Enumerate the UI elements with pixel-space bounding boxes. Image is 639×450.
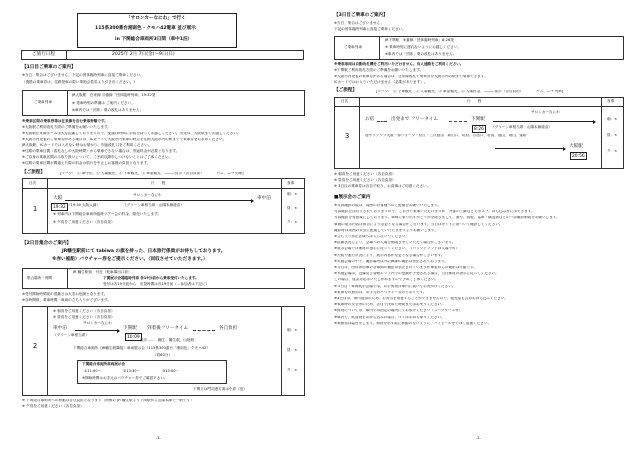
exhibit-note: ※乗車券の無効は、お手元のバウチャー券のとおりです。 — [334, 290, 427, 294]
col-day: 日次 — [29, 181, 37, 185]
itinerary-note: ※ 列車内は下関総合車両所臨時ツアー会の料金、販売いたします。 — [53, 212, 161, 216]
col-meal: 食事 — [287, 181, 295, 185]
walk-line — [377, 121, 387, 122]
via-note: 途中ワクワク大阪一部ウォーク・松江・三次経由 新山口、防府、宮島口、岩国、福山、岡山、姫路 — [365, 134, 527, 137]
itinerary-note: ※ 夕食をご用意ください（各自負担） — [53, 220, 115, 224]
day3-footnote: ※ 昼食をご用意ください（各自負担） — [334, 178, 396, 182]
destination: 車中泊 — [257, 196, 271, 201]
free-time: 到着後フリータイム — [147, 326, 189, 331]
walk-note: ……徒歩…… 幡生、幡生駅、山陰駅 — [133, 338, 195, 342]
day1-note: ※乗車区間の乗車券等は在来線を含む乗車券類です。 — [22, 119, 108, 123]
exhibit-note: ※展示会場では係員の指示に従ってください。（バックドラフトは入場不可） — [334, 247, 460, 251]
origin: 車中泊 — [53, 326, 67, 331]
day1-heading: 【1日目ご乗車のご案内】 — [22, 65, 76, 70]
day2-meeting-table — [22, 268, 305, 289]
meal-lunch: 昼：× — [607, 133, 618, 137]
itinerary-legend: [マーク: ㊤ 下車観光、㊤ 入場観光、㊤ 車窓観光、㊤ 入場料金、―――徒歩（各自負担） バス、―→ 列車] — [376, 90, 564, 93]
exhibit-note: ※3日目は、車内提供のため、お弁当を用意することができませんので、販売品も含めお持ち込みください。 — [334, 297, 508, 300]
meal-lunch: 昼：× — [287, 348, 298, 352]
page-number: -1- — [156, 436, 161, 440]
train-table-line: JR大阪駅 在来線 ⑪番線「団体臨時列車」19:32発 — [72, 93, 156, 97]
exhibit-note: ※実施会場は、近隣及び管轄エリア内での危険が予想される場合、当社係員の指示に従ってください。 — [334, 272, 499, 276]
day3-line: 下記の団体臨時列車に直接ご乗車ください。 — [334, 27, 406, 31]
divider — [67, 269, 68, 289]
travel-date-row — [21, 50, 304, 60]
day1-train-table — [22, 90, 305, 116]
exhibit-note: ※写真撮影の際は、周囲のお客様へのご配慮をお願いいたします。 — [334, 204, 441, 207]
day2-itinerary-table — [22, 306, 305, 396]
exhibit-note: ※乗車時の安全等のため、各自で決めた時間まではお戻りください。 — [334, 303, 445, 307]
col-meal: 食事 — [607, 99, 615, 103]
day1-note: JR大阪駅、ICカードでは入れない時はお預かり、別途改札口をご利用ください。 — [22, 143, 152, 147]
itinerary-heading: 【ご旅程】 — [334, 88, 357, 93]
day3-footnote: ※ 朝食をご用意ください（各自負担） — [334, 172, 396, 176]
day3-note: ※大阪市内発着の乗車券がある場合は、在来線改札で乗車券を大阪市内の駅まで乗車できます。 — [334, 75, 488, 78]
walk-line — [449, 121, 467, 122]
exhibit-duration: （約60分） — [153, 353, 172, 357]
meal-breakfast: 朝：× — [287, 192, 298, 196]
exhibit-note: この場合、返金対応はいたしかねますので予めご了承ください。 — [334, 278, 439, 282]
divider — [66, 51, 67, 60]
divider — [379, 37, 380, 60]
divider — [47, 179, 48, 234]
divider — [47, 307, 48, 396]
walk-line — [193, 330, 215, 331]
day1-note: ※大阪市内発着のご乗車券がある場合は、ICカードで大阪市内乗車の時点を往路大阪市内の駅までで乗車券をお求めください。 — [22, 138, 227, 141]
tour-title-line3: in 下関総合車両所3日間（車中1泊） — [115, 37, 193, 42]
meeting-line: 下関展示会場臨時列車 各19分前から乗車受付いたします。 — [103, 276, 199, 280]
arrival-station: 下関駅 — [123, 326, 137, 331]
exhibit-note: 写真撮影を有意義にしております。車両に乗り出すかどうかを除きまして、旗や、看板、電車・構造物などの一部撮影制限をお願いします。 — [334, 216, 560, 220]
day1-note: ※大阪駅在来線ホームは大変混雑しておりますので、配慮は時間に余裕を持ってお越しください。出発は、大阪駅までお越しください。 — [22, 132, 241, 135]
tour-title-box — [77, 13, 237, 48]
divider — [281, 307, 282, 396]
exhibit-note: ※乗務員は寝台をします。荷物を出す際に移動のないように、ハイヒール等ではご遠慮ください。 — [334, 321, 492, 325]
travel-date-value: 2025年 2月 7日(金)～9日(日) — [112, 52, 175, 58]
exhibit-slot: ③15:00～ — [162, 369, 180, 373]
self-pay: 各自負担 — [219, 326, 238, 331]
day-number: 3 — [345, 132, 350, 140]
seat-note: （グリーン車相当席・山陽本線経由） — [491, 125, 553, 129]
divider — [335, 106, 624, 107]
exhibit-note: 撮影時は周囲の安全に配慮していただきますようお願いします。 — [334, 228, 438, 232]
exhibit-box-note: ※開始時間はお手元のバウチャー券でご確認下さい。 — [82, 376, 168, 380]
train-name: サロンカーなにわ — [133, 193, 162, 197]
station: 下関駅 — [471, 117, 485, 122]
divider — [601, 98, 602, 169]
page-1 — [0, 0, 318, 450]
divider — [281, 179, 282, 234]
day3-heading: 【3日目ご乗車のご案内】 — [334, 13, 388, 18]
meal-breakfast: 朝：× — [287, 328, 298, 332]
free-time: 出発まで フリータイム — [391, 117, 439, 122]
departure-time: 19:32 — [53, 204, 66, 210]
travel-date-label: ご旅行日程 — [32, 52, 55, 58]
arrival-time: 20:56 — [572, 153, 585, 159]
day2-footnote: ※ 夕食をご用意ください（各自負担） — [22, 404, 84, 408]
day2-voucher-line: ※赤い風船）バウチャー券をご提示ください。（回収させていただきます。） — [52, 257, 208, 262]
exhibit-slot: ①11:00～ — [84, 369, 102, 373]
day1-note: ※ご自身の乗車区間のみ取り扱いについて、ご予約以降申しつけないことはご了承ください。 — [22, 155, 173, 159]
day3-itinerary-table — [334, 97, 624, 169]
day3-line: ※当日、集合はございません。 — [334, 21, 384, 25]
seat-note: （グリーン車相当席） — [53, 333, 89, 337]
train-name: サロンカーなにわ — [531, 110, 560, 114]
train-table-line: ※車内では「団体」乗の改札はありません。 — [385, 52, 457, 56]
tour-title-line1: 「サロンカーなにわ」で行く — [126, 16, 186, 21]
start-hotel: お宿 — [365, 117, 375, 122]
meal-dinner: 夕：× — [287, 368, 298, 372]
end-line: 下関又は門司港方面は小倉（泊） — [193, 387, 247, 391]
train-route-arrow — [65, 200, 253, 201]
meeting-label: 集合場所・時間 — [27, 276, 53, 280]
arrival-time: 10:09 — [127, 334, 140, 340]
meeting-line: 受付は各19分前から 出発時間は各19分前（…参加者は下記に） — [103, 282, 210, 286]
departure-time: 8:26 — [474, 126, 484, 132]
arrival-station: 大阪駅 — [569, 144, 583, 149]
col-day: 日次 — [341, 99, 349, 103]
col-route: 行 程 — [467, 99, 482, 103]
exhibit-note: ※立ち入り禁止区域へは入らないでください。 — [334, 235, 409, 238]
day3-footnote: ※ 3日目の乗車券は各自で取り、お食事はご用意ください。 — [334, 184, 431, 188]
train-route-arrow — [493, 121, 595, 122]
exhibit-line: 下関総合車両所（JR幡生駅隣接）車両展示会（115系300番台「湘南色」クモハ42） — [73, 346, 210, 350]
exhibit-box-title: 下関総合車両所車両展示会 — [82, 362, 126, 366]
train-table-line: ※ 発車時刻の準備は ご案内ください。 — [72, 101, 135, 105]
train-table-line: ※ 乗車時刻に遅れないようにお越しください。 — [385, 45, 462, 49]
day2-footnote: ※ 下関総合車両所への移動は各自負担となります（関係の JR 幡生駅より下関駅から山陽本線で一駅です） — [22, 399, 194, 402]
day1-itinerary-table — [22, 178, 305, 234]
meal-dinner: 夕：× — [287, 220, 298, 224]
exhibit-note: ※実施会場の中で、撮影場所以外のJR線の撮影は禁止されております。 — [334, 259, 449, 263]
exhibit-note: 写真撮影を目的とされておりますので、ご自分で乗車いただけますが、外部の三脚などでカメラ、持ち込み等にはできます。 — [334, 210, 535, 214]
seat-note: （グリーン車相当席・山陽本線経由） — [123, 203, 185, 207]
day3-warning: ※乗車車両は自動改札機をご利用いただけません。有人通路をご利用ください。 — [334, 62, 464, 66]
day3-note: ICカードではお入りいただけません（必要があります）。 — [334, 80, 428, 84]
divider — [359, 98, 360, 169]
train-name: サロンカーなにわ — [83, 321, 112, 325]
train-table-label: ご乗車列車 — [344, 45, 362, 49]
exhibit-heading: ■展示会のご案内 — [334, 195, 371, 200]
day-number: 2 — [33, 342, 38, 350]
itinerary-legend: [マーク: ㊤ 車中泊、㊤ 入場観光、㊤ 下車観光、㊤ 車窓観光、―――徒歩（各自負担） バス、―→ 列車] — [60, 172, 244, 175]
exhibit-note: ※当日は、団体専用車の各車両の撮影は禁止されていますが車窓からの撮影は可能です。 — [334, 266, 477, 269]
exhibit-note: ※ 2日目・車両展示会場では、お手荷物は車内に置いてお出かけください。 — [334, 284, 456, 288]
meal-breakfast: 朝：× — [607, 117, 618, 121]
day3-note: ※下関駅ご利用改札方面のご準備をお願いいたします。 — [334, 68, 423, 72]
exhibit-note: 車両の展示内容は都合により変更となる場合がございます。当日はガイドに基づいて撮影してください。 — [334, 222, 503, 226]
day1-line: ※当日、集合はございません。下記の団体臨時列車に直接ご乗車ください。 — [22, 73, 144, 77]
exhibit-slot: ②13:30～ — [123, 369, 141, 373]
train-route-arrow — [75, 330, 119, 331]
day1-note: ※往路の乗車区間（改札なしの大阪時間）から乗車できない場合は、別途料金が必要となります。 — [22, 149, 180, 153]
meal-lunch: 昼：× — [287, 206, 298, 210]
day2-note: ※各時間帯、乗車時間・車両の立ち入りがございます。 — [22, 298, 111, 302]
day2-heading: 【2日目集合のご案内】 — [22, 241, 72, 246]
day-number: 1 — [33, 205, 38, 213]
day3-train-table — [334, 36, 624, 60]
exhibit-note: ※混雑状況により、会場への入場を制限させていただく場合がございます。 — [334, 241, 456, 245]
meeting-line: JR 幡生駅前 付近（駐車場出口前） — [73, 270, 132, 274]
exhibit-note: ※車内で、飲食物をお持ち込みの場合、ゴミはお持ち帰りください。 — [334, 315, 445, 319]
page-2 — [320, 0, 639, 450]
train-route-arrow — [495, 148, 565, 149]
itinerary-note: ※ 昼食をご用意ください（各自負担） — [53, 315, 115, 319]
day1-line: （復路の乗車券は、往路発車の際い乗船会員券より引き出ください。） — [22, 80, 137, 84]
train-table-label: ご乗車列車 — [34, 100, 52, 104]
day1-note: ※大阪駅ご利用改札方面のご準備をお願いいたします。 — [22, 125, 111, 129]
itinerary-heading: 【ご旅程】 — [22, 170, 45, 175]
exhibit-schedule-box — [77, 360, 227, 384]
train-table-line: ※車内では「団体」乗の改札はありません。 — [72, 108, 144, 112]
page-number: -2- — [476, 436, 481, 440]
col-route: 行 程 — [151, 181, 166, 185]
origin-station: 大阪 — [53, 196, 63, 201]
exhibit-note: ※荷物については、車内では指定の場所にてお預けください（スーツケース等） — [334, 309, 463, 313]
tour-title-line2: 115系300番台湘南色・クモハ42電車 並び展示 — [95, 26, 196, 31]
divider — [23, 188, 305, 189]
day1-note: ※往路の乗車区間が間違えた際の料金は旅行を中止しお客様の負担となります。 — [22, 161, 151, 165]
platform-note: （19:30 大阪入線） — [67, 203, 101, 207]
day2-note: ※受付開始時間前の混雑さは大変お危険となります。 — [22, 292, 108, 296]
meal-dinner: 夕：× — [607, 149, 618, 153]
itinerary-note: ※ 朝食をご用意ください（各自負担） — [53, 309, 115, 313]
train-table-line: JR下関駅 ⑥番線「団体臨時列車」8:26発 — [385, 38, 454, 42]
exhibit-note: ※天候や運行状況により、展示内容が変更となる場合がございます。 — [334, 253, 445, 257]
day2-meeting-line: JR幡生駅前にて tabiwa の旗を持った、日本旅行係員がお待ちしております。 — [62, 249, 226, 254]
divider — [67, 91, 68, 116]
